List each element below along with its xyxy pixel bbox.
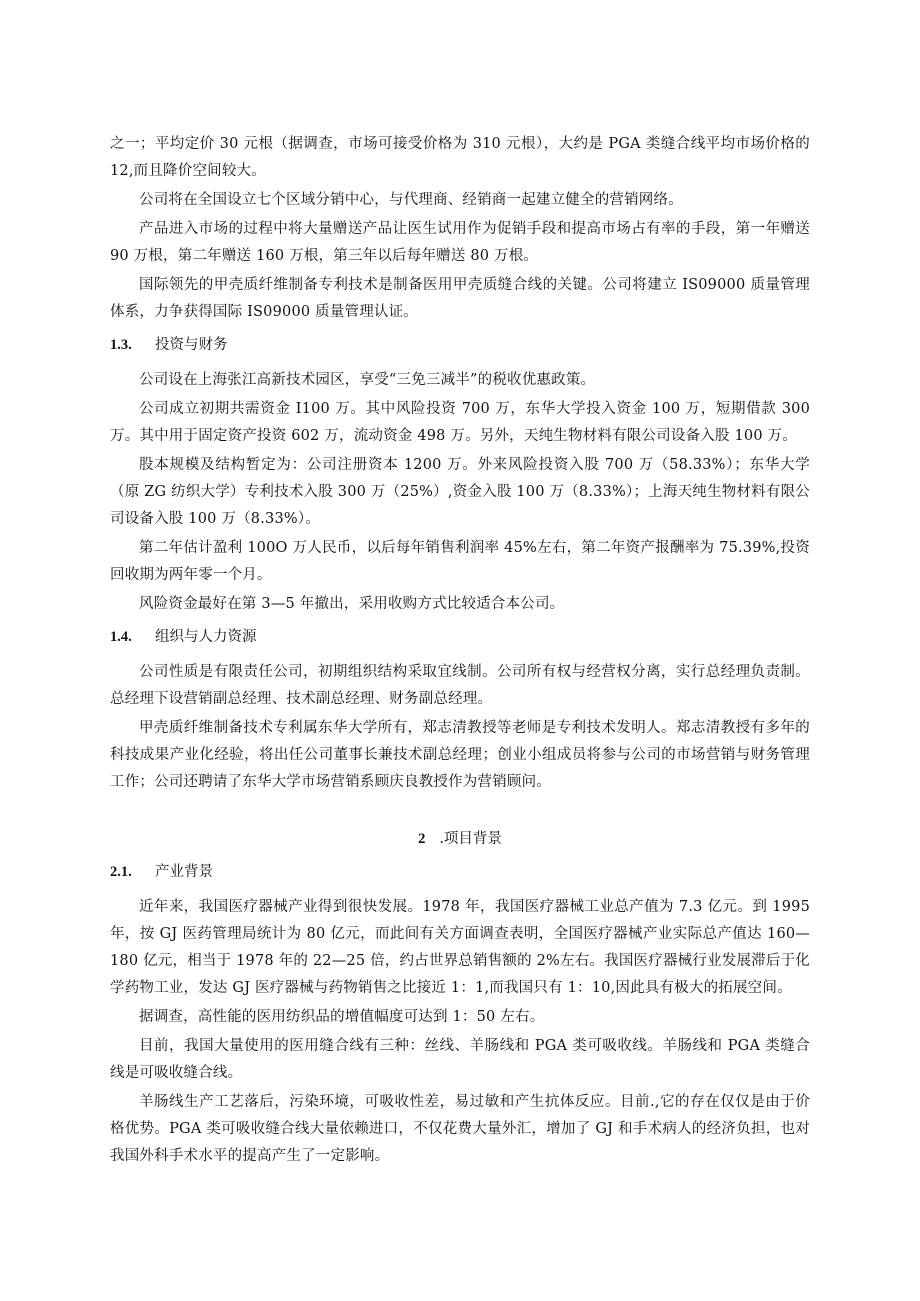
section-heading-1-4 [110, 624, 810, 651]
section-number: 1.3. [110, 337, 132, 353]
paragraph: 公司设在上海张江高新技术园区，享受“三免三减半”的税收优惠政策。 [139, 372, 596, 388]
paragraph: 羊肠线生产工艺落后，污染环境，可吸收性差，易过敏和产生抗体反应。目前.,它的存在仅仅是由于价格优势。PGA 类可吸收缝合线大量依赖进口，不仅花费大量外汇，增加了 GJ 和手术病人的经济负担，也对我国外科手术水平的提高产生了一定影响。 [110, 1094, 810, 1164]
document-page [110, 131, 810, 1172]
paragraph: 国际领先的甲壳质纤维制备专利技术是制备医用甲壳质缝合线的关键。公司将建立 IS09000 质量管理体系，力争获得国际 IS09000 质量管理认证。 [110, 277, 810, 320]
chapter-heading-2 [110, 826, 810, 853]
paragraph: 目前，我国大量使用的医用缝合线有三种：丝线、羊肠线和 PGA 类可吸收线。羊肠线和 PGA 类缝合线是可吸收缝合线。 [110, 1038, 810, 1081]
paragraph: 产品进入市场的过程中将大量赠送产品让医生试用作为促销手段和提高市场占有率的手段，第一年赠送 90 万根，第二年赠送 160 万根，第三年以后每年赠送 80 万根。 [110, 221, 810, 264]
section-title: 产业背景 [155, 864, 213, 880]
paragraph: 股本规模及结构暂定为：公司注册资本 1200 万。外来风险投资入股 700 万（58.33%）；东华大学（原 ZG 纺织大学）专利技术入股 300 万（25%）,资金入股 100 万（8.33%）；上海天纯生物材料有限公司设备入股 100 万（8.33%）。 [110, 457, 810, 527]
section-heading-1-3 [110, 332, 810, 359]
section-title: 组织与人力资源 [155, 629, 257, 645]
chapter-number: 2 [418, 831, 426, 847]
paragraph: 公司将在全国设立七个区域分销中心，与代理商、经销商一起建立健全的营销网络。 [139, 192, 683, 208]
paragraph: 公司成立初期共需资金 I100 万。其中风险投资 700 万，东华大学投入资金 100 万，短期借款 300 万。其中用于固定资产投资 602 万，流动资金 498 万。另外，天纯生物材料有限公司设备入股 100 万。 [110, 401, 810, 444]
paragraph: 风险资金最好在第 3—5 年撤出，采用收购方式比较适合本公司。 [139, 596, 565, 612]
section-number: 2.1. [110, 864, 132, 880]
paragraph: 第二年估计盈利 100O 万人民币，以后每年销售利润率 45%左右，第二年资产报酬率为 75.39%,投资回收期为两年零一个月。 [110, 540, 810, 583]
section-heading-2-1 [110, 859, 810, 886]
paragraph: 据调查，高性能的医用纺织品的增值幅度可达到 1：50 左右。 [139, 1009, 545, 1025]
section-title: 投资与财务 [155, 337, 228, 353]
paragraph: 甲壳质纤维制备技术专利属东华大学所有，郑志清教授等老师是专利技术发明人。郑志清教授有多年的科技成果产业化经验，将出任公司董事长兼技术副总经理；创业小组成员将参与公司的市场营销与财务管理工作；公司还聘请了东华大学市场营销系顾庆良教授作为营销顾问。 [110, 720, 810, 790]
paragraph: 公司性质是有限责任公司，初期组织结构采取宜线制。公司所有权与经营权分离，实行总经理负责制。总经理下设营销副总经理、技术副总经理、财务副总经理。 [110, 664, 810, 707]
section-number: 1.4. [110, 629, 132, 645]
chapter-title: .项目背景 [439, 831, 502, 847]
paragraph-continuation: 之一；平均定价 30 元根（据调查，市场可接受价格为 310 元根），大约是 PGA 类缝合线平均市场价格的 12,而且降价空间较大。 [110, 136, 810, 179]
paragraph: 近年来，我国医疗器械产业得到很快发展。1978 年，我国医疗器械工业总产值为 7.3 亿元。到 1995 年，按 GJ 医药管理局统计为 80 亿元，而此间有关方面调查表明，全国医疗器械产业实际总产值达 160—180 亿元，相当于 1978 年的 22—25 倍，约占世界总销售额的 2%左右。我国医疗器械行业发展滞后于化学药物工业，发达 GJ 医疗器械与药物销售之比接近 1：1,而我国只有 1：10,因此具有极大的拓展空间。 [110, 899, 810, 996]
